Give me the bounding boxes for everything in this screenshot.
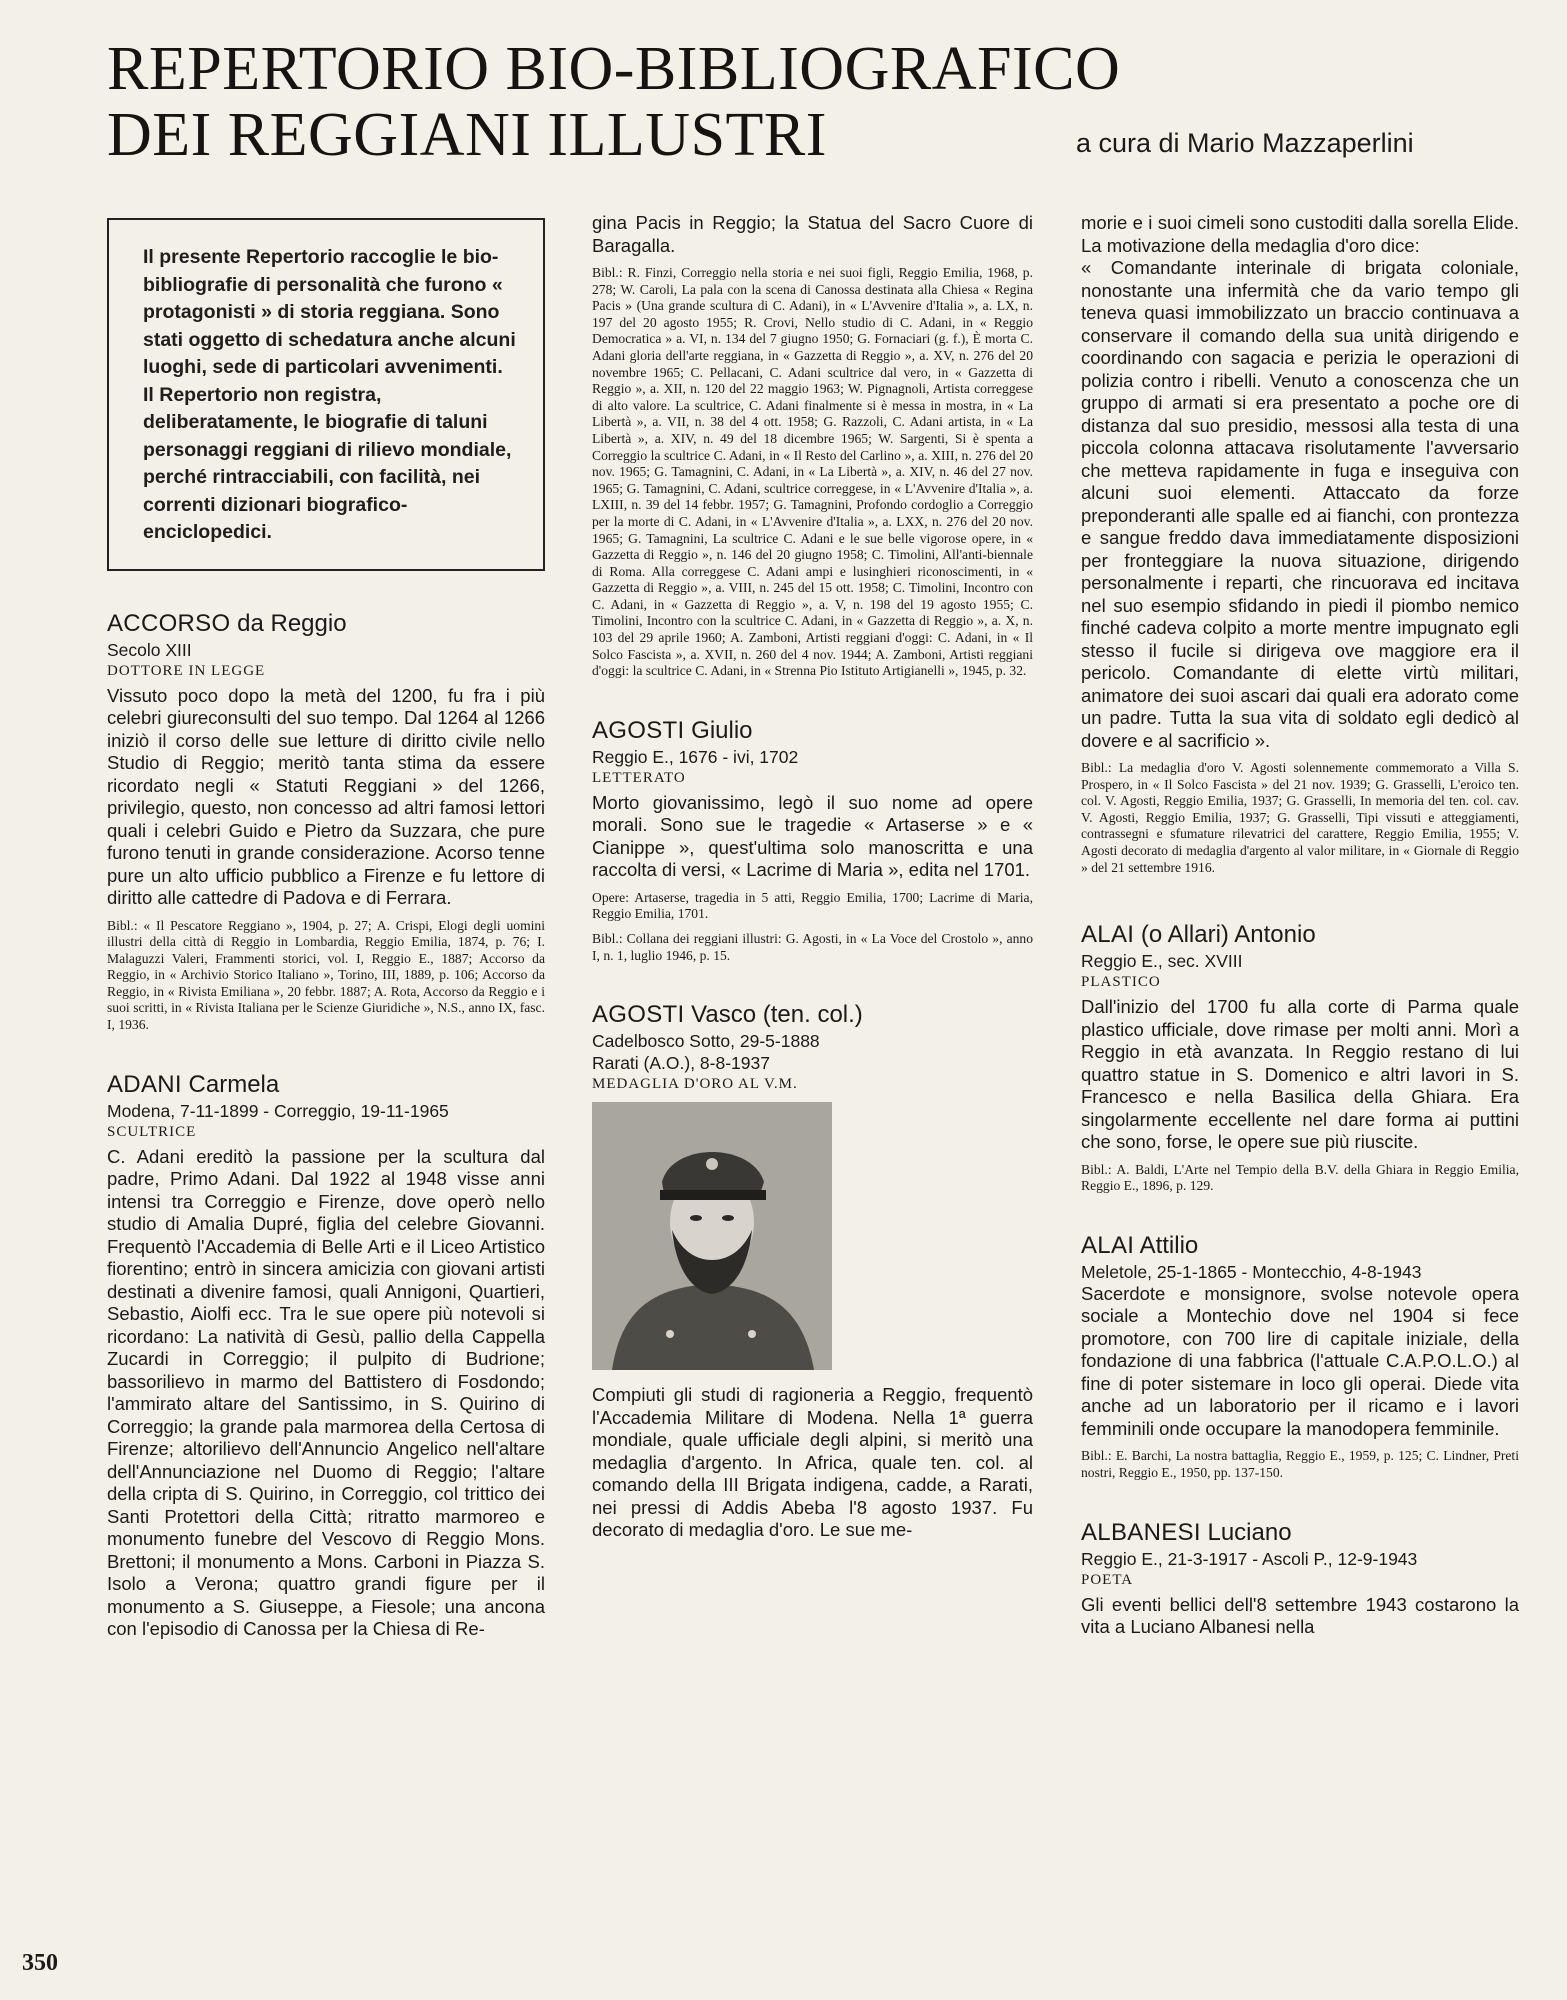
entry-meta: Modena, 7-11-1899 - Correggio, 19-11-1965	[107, 1100, 449, 1121]
column-1	[107, 212, 545, 1641]
entry-name: ALBANESI Luciano	[1081, 1518, 1292, 1546]
entry-role: SCULTRICE	[107, 1123, 197, 1140]
entry-body: Gli eventi bellici dell'8 settembre 1943 costarono la vita a Luciano Albanesi nella	[1081, 1593, 1519, 1638]
title-line-1: REPERTORIO BIO-BIBLIOGRAFICO	[107, 35, 1121, 103]
entry-meta: Reggio E., 1676 - ivi, 1702	[592, 746, 799, 767]
intro-box: Il presente Repertorio raccoglie le bio-bibliografie di personalità che furono « protagonisti » di storia reggiana. Sono stati oggetto di schedatura anche alcuni luoghi, sede di particolari avvenimenti. Il Repertorio non registra, deliberatamente, le biografie di taluni personaggi reggiani di rilievo mondiale, perché rintracciabili, con facilità, nei correnti dizionari biografico-enciclopedici.	[107, 218, 545, 571]
entry-bibliography: Bibl.: R. Finzi, Correggio nella storia e nei suoi figli, Reggio Emilia, 1968, p. 278; W. Caroli, La pala con la scena di Canossa destinata alla Chiesa « Regina Pacis » (Una grande scultura di C. Adani), in « L'Avvenire d'Italia », a. LX, n. 197 del 20 agosto 1955; R. Crovi, Nello studio di C. Adani, in « Reggio Democratica » a. VI, n. 134 del 7 giugno 1950; G. Fornaciari (g. f.), È morta C. Adani gloria dell'arte reggiana, in « Gazzetta di Reggio », a. XV, n. 276 del 20 novembre 1965; C. Pellacani, C. Adani scultrice dal vero, in « Gazzetta di Reggio », a. XII, n. 120 del 22 maggio 1963; W. Pignagnoli, Artista correggese di alto valore. La scultrice, C. Adani finalmente si è messa in mostra, in « La Libertà », a. VII, n. 38 del 4 ott. 1958; G. Razzoli, C. Adani artista, in « La Libertà », a. XIV, n. 49 del 18 dicembre 1965; W. Sargenti, Si è spenta a Correggio la scultrice C. Adani, in « Il Resto del Carlino », a. XIII, n. 276 del 20 nov. 1965; G. Tamagnini, C. Adani, in « La Libertà », a. XIV, n. 46 del 27 nov. 1965; G. Tamagnini, C. Adani, scultrice correggese, in « L'Avvenire d'Italia », a. LXIII, n. 39 del 14 febbr. 1957; G. Tamagnini, Profondo cordoglio a Correggio per la morte di C. Adani, in « L'Avvenire d'Italia », a. LXX, n. 276 del 20 nov. 1965; G. Tamagnini, La scultrice C. Adani e le sue belle vigorose opere, in « Gazzetta di Reggio », n. 146 del 20 giugno 1958; C. Timolini, All'anti-biennale di Roma. Alla correggese C. Adani ampi e lusinghieri riconoscimenti, in « Gazzetta di Reggio », a. VIII, n. 245 del 15 ott. 1958; C. Timolini, Incontro con C. Adani, in « Gazzetta di Reggio », a. V, n. 198 del 19 agosto 1955; C. Timolini, Incontro con la scultrice C. Adani, in « Gazzetta di Reggio », a. X, n. 103 del 29 aprile 1960; A. Zamboni, Artisti reggiani d'oggi: C. Adani, in « Il Solco Fascista », a. XVII, n. 260 del 4 nov. 1944; A. Zamboni, Artisti reggiani d'oggi: la scultrice C. Adani, in « Strenna Pio Istituto Artigianelli », 1945, p. 32.	[592, 265, 1033, 679]
medal-citation: « Comandante interinale di brigata coloniale, nonostante una infermità che da vario tempo gli teneva quasi immobilizzato un braccio continuava a conservare il comando della sua unità dirigendo e coordinando con sagacia e perizia le operazioni di polizia contro i ribelli. Venuto a conoscenza che un gruppo di armati si era presentato a poche ore di distanza dal suo presidio, messosi alla testa di una piccola colonna attacava risolutamente l'avversario che metteva rapidamente in fuga e inseguiva con alcuni suoi elementi. Attaccato da forze preponderanti alle spalle ed ai fianchi, con prontezza e sangue freddo dava immediatamente disposizioni per fronteggiare la nuova situazione, dirigendo personalmente i reparti, che rincuorava ed incitava nel suo esempio sfidando in piedi il piombo nemico finché cadeva colpito a morte mentre impugnato egli stesso il fucile si dirigeva ove maggiore era il pericolo. Comandante di elette virtù militari, animatore dei suoi ascari dai quali era adorato come un padre. Tutta la sua vita di soldato egli dedicò al dovere e al sacrificio ».	[1081, 257, 1519, 751]
entry-bibliography: Bibl.: A. Baldi, L'Arte nel Tempio della B.V. della Ghiara in Reggio Emilia, Reggio E., 1896, p. 129.	[1081, 1161, 1519, 1194]
entry-body: Vissuto poco dopo la metà del 1200, fu fra i più celebri giureconsulti del suo tempo. Dal 1264 al 1266 iniziò il corso delle sue letture di diritto civile nello Studio di Reggio; meritò tanta stima da essere ricordato negli « Statuti Reggiani » del 1266, privilegio, questo, non concesso ad altri famosi lettori quali i celebri Guido e Pietro da Suzzara, che pure furono tenuti in grande considerazione. Acorso tenne pure un alto ufficio pubblico a Firenze e fu lettore di diritto alle cattedre di Padova e di Ferrara.	[107, 684, 545, 908]
page-number: 350	[22, 1950, 58, 1976]
entry-bibliography: Bibl.: La medaglia d'oro V. Agosti solennemente commemorato a Villa S. Prospero, in « Il Solco Fascista » del 21 nov. 1939; G. Grasselli, L'eroico ten. col. V. Agosti, Reggio Emilia, 1937; G. Grasselli, In memoria del ten. col. cav. V. Agosti, Reggio Emilia, 1937; G. Grasselli, Tipi vissuti e atteggiamenti, contrassegni e sfumature rilevatrici del carattere, Reggio Emilia, 1955; V. Agosti decorato di medaglia d'argento al valor militare, in « Giornale di Reggio » del 21 settembre 1916.	[1081, 760, 1519, 875]
entry-bibliography: Bibl.: « Il Pescatore Reggiano », 1904, p. 27; A. Crispi, Elogi degli uomini illustri della città di Reggio in Lombardia, Reggio Emilia, 1874, p. 76; I. Malaguzzi Valeri, Frammenti storici, vol. I, Reggio E., 1887; Accorso da Reggio, in « Archivio Storico Italiano », Torino, III, 1889, p. 106; Accorso da Reggio, in « Rivista Emiliana », 20 febbr. 1887; A. Rota, Accorso da Reggio e i suoi scritti, in « Rivista Italiana per le Scienze Giuridiche », N.S., anno IX, fasc. I, 1936.	[107, 917, 545, 1033]
entry-name: AGOSTI Giulio	[592, 716, 753, 744]
entry-alai-antonio	[1081, 920, 1519, 1195]
entry-bibliography: Bibl.: E. Barchi, La nostra battaglia, Reggio E., 1959, p. 125; C. Lindner, Preti nostri, Reggio E., 1950, pp. 137-150.	[1081, 1448, 1519, 1480]
entry-meta: Meletole, 25-1-1865 - Montecchio, 4-8-1943	[1081, 1261, 1422, 1282]
entry-meta: Reggio E., 21-3-1917 - Ascoli P., 12-9-1943	[1081, 1548, 1418, 1569]
entry-meta: Reggio E., sec. XVIII	[1081, 951, 1243, 972]
entry-body-continued: gina Pacis in Reggio; la Statua del Sacro Cuore di Baragalla.	[592, 212, 1033, 256]
entry-bibliography: Bibl.: Collana dei reggiani illustri: G. Agosti, in « La Voce del Crostolo », anno I, n. 1, luglio 1946, p. 15.	[592, 931, 1033, 963]
portrait-illustration	[592, 1102, 832, 1370]
entry-accorso	[107, 609, 545, 1034]
entry-role: DOTTORE IN LEGGE	[107, 662, 266, 679]
entry-meta: Secolo XIII	[107, 639, 192, 660]
entry-name: AGOSTI Vasco (ten. col.)	[592, 1001, 863, 1029]
entry-role: LETTERATO	[592, 769, 686, 786]
entry-body-continued: morie e i suoi cimeli sono custoditi dalla sorella Elide. La motivazione della medaglia d'oro dice:	[1081, 212, 1519, 256]
entry-meta-birth: Cadelbosco Sotto, 29-5-1888	[592, 1031, 820, 1052]
entry-body: C. Adani ereditò la passione per la scultura dal padre, Primo Adani. Dal 1922 al 1948 visse anni intensi tra Correggio e Firenze, dove operò nello studio di Amalia Dupré, figlia del celebre Giovanni. Frequentò l'Accademia di Belle Arti e il Liceo Artistico fiorentino; entrò in sincera amicizia con giovani artisti destinati a divenire famosi, quali Annigoni, Quartieri, Sebastio, Aiolfi ecc. Tra le sue opere più notevoli si ricordano: La natività di Gesù, pallio della Cappella Zucardi in Correggio; il pulpito di Budrione; bassorilievo in marmo del Battistero di Fosdondo; l'ammirato altare del Santissimo, in S. Quirino di Correggio; la grande pala marmorea della Certosa di Firenze; altorilievo dell'Annuncio Angelico nell'altare dell'Annunciazione nel Duomo di Reggio; l'altare della cripta di S. Quirino, in Correggio, col trittico dei Santi Protettori della Città; ritratto marmoreo e monumento funebre del Vescovo di Reggio Mons. Brettoni; il monumento a Mons. Carboni in Piazza S. Isolo a Verona; quattro grandi figure per il monumento a S. Giuseppe, a Fiesole; una ancona con l'episodio di Canossa per la Chiesa di Re-	[107, 1145, 545, 1640]
entry-adani	[107, 1070, 545, 1641]
editor-credit: a cura di Mario Mazzaperlini	[1076, 128, 1414, 158]
entry-role: PLASTICO	[1081, 974, 1161, 991]
entry-works: Opere: Artaserse, tragedia in 5 atti, Reggio Emilia, 1700; Lacrime di Maria, Reggio Emilia, 1701.	[592, 889, 1033, 922]
column-3	[1081, 212, 1519, 1639]
entry-body: Sacerdote e monsignore, svolse notevole opera sociale a Montechio dove nel 1904 si fece promotore, con 700 lire di capitale iniziale, della fondazione di una fabbrica (l'attuale C.A.P.O.L.O.) al fine di poter sistemare in loco gli operai. Diede vita anche ad un laboratorio per il ricamo e i lavori femminili onde occupare la manodopera femminile.	[1081, 1282, 1519, 1439]
entry-name: ADANI Carmela	[107, 1070, 280, 1098]
entry-body: Morto giovanissimo, legò il suo nome ad opere morali. Sono sue le tragedie « Artaserse » e « Cianippe », quest'ultima solo manoscritta e una raccolta di versi, « Lacrime di Maria », edita nel 1701.	[592, 791, 1033, 881]
entry-name: ALAI (o Allari) Antonio	[1081, 921, 1316, 949]
entry-role: MEDAGLIA D'ORO AL V.M.	[592, 1076, 798, 1093]
entry-name: ALAI Attilio	[1081, 1231, 1199, 1259]
entry-agosti-giulio	[592, 716, 1033, 964]
entry-name: ACCORSO da Reggio	[107, 609, 347, 637]
entry-body: Dall'inizio del 1700 fu alla corte di Parma quale plastico ufficiale, dove rimase per molti anni. Morì a Reggio in età avanzata. In Reggio restano di lui quattro statue in S. Domenico e altri lavori in S. Francesco e nella Basilica della Ghiara. Era singolarmente eccellente nel dare forma ai puttini che sono, forse, le opere sue più riuscite.	[1081, 996, 1519, 1153]
entry-alai-attilio	[1081, 1231, 1519, 1482]
entry-agosti-vasco	[592, 1000, 1033, 1542]
column-2	[592, 212, 1033, 1542]
portrait-photo	[592, 1102, 832, 1370]
entry-meta-death: Rarati (A.O.), 8-8-1937	[592, 1053, 770, 1074]
title-line-2: DEI REGGIANI ILLUSTRI	[107, 101, 827, 169]
entry-body: Compiuti gli studi di ragioneria a Reggio, frequentò l'Accademia Militare di Modena. Nella 1ª guerra mondiale, quale ufficiale degli alpini, si meritò una medaglia d'argento. In Africa, quale ten. col. al comando della III Brigata indigena, cadde, a Rarati, nei pressi di Addis Abeba l'8 agosto 1937. Fu decorato di medaglia d'oro. Le sue me-	[592, 1384, 1033, 1541]
entry-role: POETA	[1081, 1571, 1134, 1588]
entry-albanesi	[1081, 1518, 1519, 1639]
